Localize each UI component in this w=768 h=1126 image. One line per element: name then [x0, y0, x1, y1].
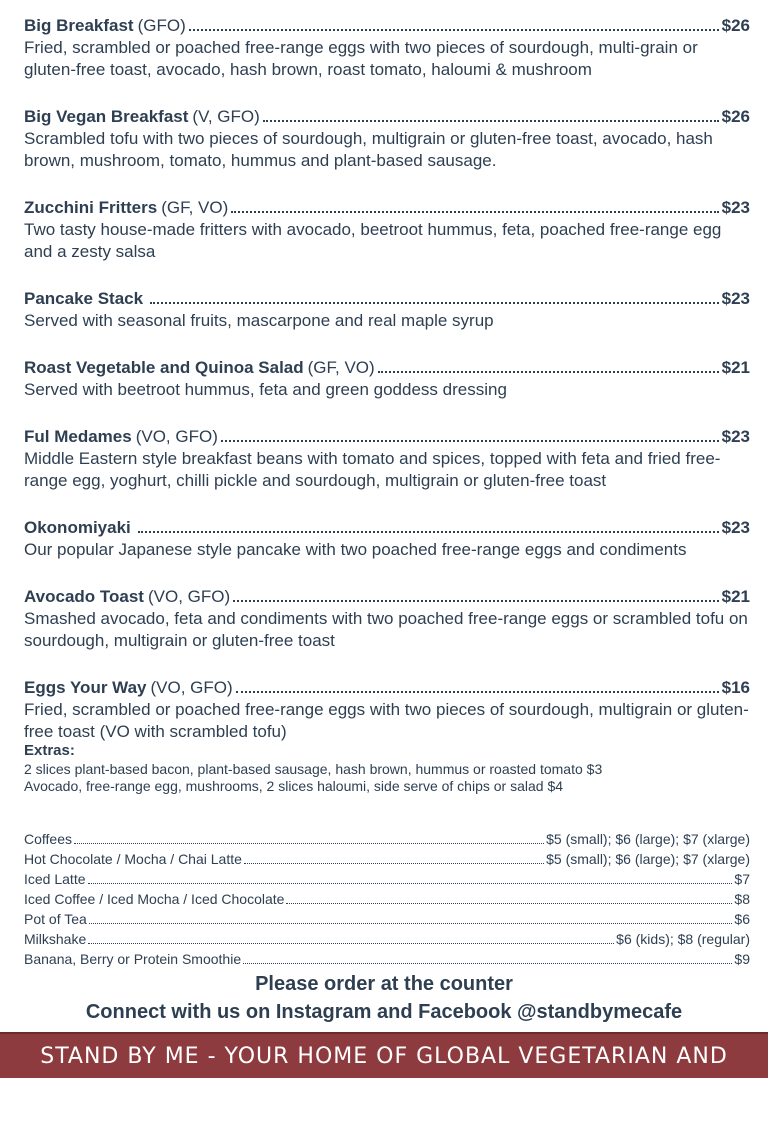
menu-item-header — [24, 105, 750, 128]
menu-item — [24, 196, 750, 263]
drink-name: Pot of Tea — [24, 911, 87, 927]
extras-line: 2 slices plant-based bacon, plant-based sausage, hash brown, hummus or roasted tomato $3 — [24, 761, 603, 777]
menu-item-header — [24, 196, 750, 219]
item-price: $26 — [721, 107, 750, 126]
drink-price: $5 (small); $6 (large); $7 (xlarge) — [546, 831, 750, 847]
item-tag: (GFO) — [137, 16, 186, 35]
drink-price: $7 — [734, 871, 750, 887]
drink-price: $8 — [734, 891, 750, 907]
menu-item-header — [24, 676, 750, 699]
dot-leader — [231, 211, 718, 213]
dot-leader — [233, 600, 718, 602]
menu-item — [24, 287, 750, 332]
drink-row — [24, 949, 750, 969]
item-price: $26 — [721, 16, 750, 35]
item-description: Scrambled tofu with two pieces of sourdough, multigrain or gluten-free toast, avocado, hash brown, mushroom, tomato, hummus and plant-based sausage. — [24, 129, 713, 170]
menu-item-header — [24, 356, 750, 379]
item-description: Fried, scrambled or poached free-range eggs with two pieces of sourdough, multi-grain or gluten-free toast, avocado, hash brown, roast tomato, haloumi & mushroom — [24, 38, 698, 79]
item-tag: (VO, GFO) — [135, 427, 218, 446]
item-name: Big Vegan Breakfast — [24, 107, 189, 126]
drink-row — [24, 849, 750, 869]
item-description: Smashed avocado, feta and condiments with two poached free-range eggs or scrambled tofu on sourdough, multigrain or gluten-free toast — [24, 609, 748, 650]
drink-price: $6 (kids); $8 (regular) — [616, 931, 750, 947]
item-price: $21 — [721, 358, 750, 377]
dot-leader — [244, 863, 544, 864]
item-name: Avocado Toast — [24, 587, 144, 606]
bottom-margin — [0, 1078, 768, 1090]
extras-line: Avocado, free-range egg, mushrooms, 2 slices haloumi, side serve of chips or salad $4 — [24, 778, 564, 794]
dot-leader — [88, 943, 614, 944]
item-tag: (GF, VO) — [161, 198, 229, 217]
dot-leader — [243, 963, 732, 964]
item-name: Ful Medames — [24, 427, 132, 446]
drink-name: Milkshake — [24, 931, 87, 947]
item-tag: (V, GFO) — [192, 107, 260, 126]
dot-leader — [189, 29, 719, 31]
menu-item — [24, 14, 750, 81]
drink-price: $6 — [734, 911, 750, 927]
footer — [0, 970, 768, 1026]
banner-text: STAND BY ME - YOUR HOME OF GLOBAL VEGETARIAN AND VEGAN COMFORT FOOD — [40, 1044, 728, 1115]
menu-item-header — [24, 516, 750, 539]
drink-row — [24, 829, 750, 849]
drink-name: Iced Coffee / Iced Mocha / Iced Chocolate — [24, 891, 285, 907]
item-description: Middle Eastern style breakfast beans with tomato and spices, topped with feta and fried free-range egg, yoghurt, chilli pickle and sourdough, multigrain or gluten-free toast — [24, 449, 721, 490]
drink-name: Hot Chocolate / Mocha / Chai Latte — [24, 851, 242, 867]
dot-leader — [378, 371, 719, 373]
item-name: Roast Vegetable and Quinoa Salad — [24, 358, 304, 377]
item-description: Served with seasonal fruits, mascarpone and real maple syrup — [24, 311, 494, 330]
bottom-banner — [0, 1032, 768, 1115]
social-note: Connect with us on Instagram and Facebook @standbymecafe — [85, 1001, 683, 1023]
menu-item — [24, 516, 750, 561]
item-name: Big Breakfast — [24, 16, 134, 35]
drink-name: Banana, Berry or Protein Smoothie — [24, 951, 242, 967]
item-description: Our popular Japanese style pancake with two poached free-range eggs and condiments — [24, 540, 687, 559]
item-tag: (GF, VO) — [307, 358, 375, 377]
drink-price: $9 — [734, 951, 750, 967]
menu-item-header — [24, 585, 750, 608]
menu-item — [24, 585, 750, 652]
item-price: $23 — [721, 427, 750, 446]
menu-item-header — [24, 14, 750, 37]
dot-leader — [138, 531, 719, 533]
dot-leader — [89, 923, 733, 924]
item-name: Pancake Stack — [24, 289, 144, 308]
item-tag: (VO, GFO) — [147, 587, 231, 606]
dot-leader — [221, 440, 719, 442]
item-price: $23 — [721, 518, 750, 537]
dot-leader — [150, 302, 719, 304]
drinks-list — [24, 829, 750, 969]
menu-item — [24, 676, 750, 743]
dot-leader — [236, 691, 719, 693]
item-price: $23 — [721, 198, 750, 217]
item-tag: (VO, GFO) — [150, 678, 233, 697]
item-description: Served with beetroot hummus, feta and green goddess dressing — [24, 380, 507, 399]
extras-title: Extras: — [24, 742, 75, 759]
drink-name: Iced Latte — [24, 871, 86, 887]
item-description: Two tasty house-made fritters with avocado, beetroot hummus, feta, poached free-range egg and a zesty salsa — [24, 220, 722, 261]
dot-leader — [74, 843, 544, 844]
menu-item — [24, 356, 750, 401]
item-price: $16 — [721, 678, 750, 697]
menu-item-header — [24, 287, 750, 310]
item-description: Fried, scrambled or poached free-range eggs with two pieces of sourdough, multigrain or gluten-free toast (VO with scrambled tofu) — [24, 700, 749, 741]
menu-items — [24, 14, 750, 767]
menu-item-header — [24, 425, 750, 448]
dot-leader — [88, 883, 733, 884]
drink-row — [24, 869, 750, 889]
item-name: Eggs Your Way — [24, 678, 147, 697]
menu-item — [24, 105, 750, 172]
dot-leader — [286, 903, 732, 904]
item-price: $23 — [721, 289, 750, 308]
drink-name: Coffees — [24, 831, 72, 847]
drink-row — [24, 909, 750, 929]
order-note: Please order at the counter — [255, 973, 513, 995]
drink-row — [24, 889, 750, 909]
drink-price: $5 (small); $6 (large); $7 (xlarge) — [546, 851, 750, 867]
item-price: $21 — [721, 587, 750, 606]
extras-section — [24, 742, 750, 795]
item-name: Okonomiyaki — [24, 518, 131, 537]
drink-row — [24, 929, 750, 949]
menu-item — [24, 425, 750, 492]
item-name: Zucchini Fritters — [24, 198, 158, 217]
dot-leader — [263, 120, 719, 122]
